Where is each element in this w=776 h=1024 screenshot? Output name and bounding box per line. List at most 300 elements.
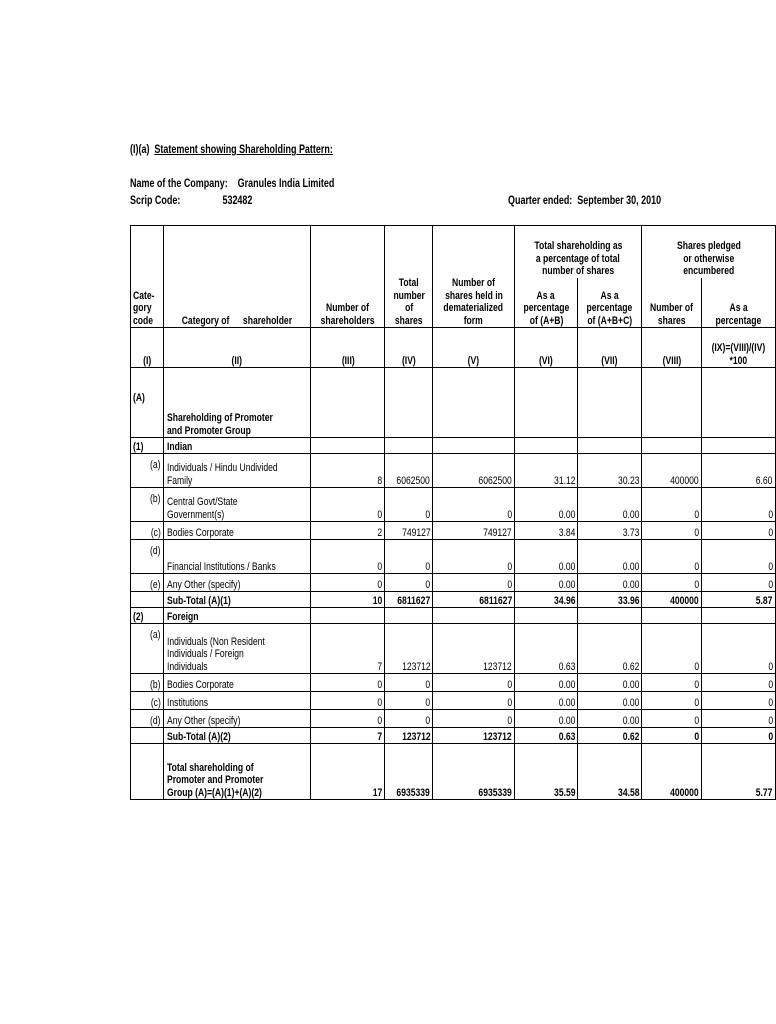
value-text: 6062500 [396,474,431,487]
value-cell [702,674,776,692]
value-text: 6935339 [478,786,512,799]
empty-cell [163,368,311,390]
value-cell [311,692,385,710]
category-cell [163,744,311,800]
header-line: Number of [650,302,694,314]
sub-title-cell [163,438,311,454]
value-cell [433,592,514,608]
row-code: (c) [150,526,161,539]
header-line: number of shares [541,265,614,277]
value-cell [433,674,514,692]
row-code: (c) [150,696,161,709]
value-text: 0.00 [558,714,576,727]
empty-cell [433,608,514,624]
row-code: (b) [150,492,161,505]
empty-cell [642,438,702,454]
value-cell [385,574,433,592]
header-line: Total shareholding as [533,240,622,252]
value-text: 6.60 [756,474,773,487]
code-cell [131,692,164,710]
header-line: shares held in [444,289,503,302]
value-cell [385,674,433,692]
quarter-line [508,195,704,207]
value-text: 0 [425,678,431,691]
value-cell [311,540,385,574]
empty-cell [131,592,164,608]
value-text: 6811627 [397,594,431,607]
value-cell [702,692,776,710]
value-text: 6062500 [478,474,512,487]
value-text: 0 [768,526,773,539]
category-line: Individuals [166,660,208,673]
empty-cell [514,438,578,454]
category-cell [163,574,311,592]
table-row [131,574,776,592]
value-text: 0 [425,696,431,709]
header-line: shares [395,314,423,327]
empty-cell [433,368,514,390]
value-text: 0.00 [558,508,576,521]
value-text: 0.62 [622,660,640,673]
value-text: 0 [377,578,383,591]
table-row [131,710,776,728]
code-cell [131,522,164,540]
value-cell [578,692,642,710]
header-line: percentage [586,302,633,314]
value-text: 0.00 [622,714,640,727]
header-line: percentage [523,302,569,314]
quarter-label: Quarter ended: [508,195,573,207]
quarter-value: September 30, 2010 [577,195,662,207]
value-cell [702,540,776,574]
code-cell [131,608,164,624]
value-text: 7 [377,660,383,673]
header-line: code [133,314,154,327]
company-label: Name of the Company: [130,178,228,190]
value-cell [385,522,433,540]
value-cell [642,728,702,744]
value-cell [514,624,578,674]
value-text: 5.77 [756,786,773,799]
category-line: Shareholding of Promoter [166,412,273,424]
empty-cell [578,438,642,454]
value-text: 3.84 [558,526,576,539]
empty-cell [131,744,164,800]
empty-cell [578,608,642,624]
section-code: (A) [133,391,145,404]
header-line: Number of [452,277,495,289]
value-text: 2 [377,526,383,539]
empty-cell [385,608,433,624]
value-cell [514,744,578,800]
roman-cell [642,328,702,368]
category-cell [163,522,311,540]
value-text: 7 [377,730,383,743]
value-text: 0 [506,696,512,709]
header-line: gory [133,302,152,314]
value-cell [514,710,578,728]
value-text: 3.73 [622,526,640,539]
roman-cell [311,328,385,368]
value-cell [311,674,385,692]
shareholding-table [130,225,776,800]
value-text: 6811627 [478,594,512,607]
scrip-label: Scrip Code: [130,195,181,207]
header-line: Category of [181,314,230,327]
roman-cell [702,328,776,368]
category-line: Total shareholding of [166,761,254,774]
col-pct-ab [514,278,578,328]
code-cell [131,540,164,574]
value-text: 0.00 [558,696,576,709]
category-cell [163,540,311,574]
value-text: 0.63 [558,660,576,673]
value-text: 0 [768,714,773,727]
roman-line: (VIII) [662,354,681,367]
scrip-line [130,195,287,207]
value-text: 0 [768,678,773,691]
empty-cell [433,390,514,438]
empty-cell [642,608,702,624]
value-cell [514,574,578,592]
roman-cell [385,328,433,368]
value-cell [311,592,385,608]
roman-cell [514,328,578,368]
roman-line: (VII) [601,354,618,367]
value-text: 0 [694,508,700,521]
value-text: 123712 [401,660,431,673]
roman-line: *100 [729,354,748,367]
empty-cell [385,368,433,390]
value-cell [433,728,514,744]
value-cell [311,728,385,744]
empty-cell [642,390,702,438]
value-text: 31.12 [553,474,576,487]
table-row [131,674,776,692]
col-total-pct-group [514,226,641,278]
header-line: of [404,302,413,314]
sub-code: (1) [133,440,144,453]
category-line: Central Govt/State [166,496,238,508]
value-text: 6935339 [396,786,431,799]
value-cell [311,488,385,522]
value-text: 0 [377,714,383,727]
value-text: 0 [506,578,512,591]
value-cell [385,540,433,574]
value-text: 0 [425,578,431,591]
empty-cell [385,438,433,454]
empty-cell [514,608,578,624]
value-text: 0 [377,508,383,521]
value-cell [385,728,433,744]
roman-line: (V) [467,354,480,367]
value-text: 8 [377,474,383,487]
value-cell [578,624,642,674]
header-line: or otherwise [683,252,735,265]
value-text: 0 [694,560,700,573]
value-cell [578,728,642,744]
roman-cell [433,328,514,368]
value-text: 123712 [483,660,512,673]
subtotal-label: Sub-Total (A)(2) [166,730,231,743]
value-text: 0 [694,526,700,539]
row-code: (b) [150,678,161,691]
table-row [131,540,776,574]
value-text: 0 [694,730,700,743]
value-text: 33.96 [617,594,640,607]
value-text: 0 [768,560,773,573]
category-cell [163,674,311,692]
category-line: Financial Institutions / Banks [166,560,276,573]
value-cell [642,710,702,728]
roman-line: (VI) [539,354,554,367]
empty-cell [514,390,578,438]
roman-cell [578,328,642,368]
header-line: As a [600,289,619,302]
header-line: percentage [715,314,762,327]
header-line: encumbered [682,265,735,277]
value-cell [578,454,642,488]
subtotal-label-cell [163,592,311,608]
category-cell [163,390,311,438]
row-code: (a) [150,628,161,641]
value-cell [433,522,514,540]
value-cell [433,540,514,574]
value-cell [311,574,385,592]
value-cell [702,454,776,488]
value-cell [433,744,514,800]
value-cell [311,744,385,800]
company-name: Granules India Limited [237,178,335,190]
category-cell [163,710,311,728]
value-text: 0.63 [558,730,576,743]
header-line: number [393,289,425,302]
header-line: dematerialized [443,302,504,314]
category-line: Individuals (Non Resident [166,635,265,648]
roman-cell [131,328,164,368]
code-cell [131,488,164,522]
col-total-shares [385,226,433,328]
value-text: 0.00 [622,508,640,521]
value-cell [642,624,702,674]
sub-code: (2) [133,610,144,623]
row-code: (d) [150,544,161,557]
value-cell [385,624,433,674]
value-cell [702,710,776,728]
header-line: shareholder [242,314,293,327]
value-cell [311,454,385,488]
value-cell [578,540,642,574]
value-cell [433,574,514,592]
empty-cell [311,390,385,438]
value-text: 0 [768,696,773,709]
category-line: Group (A)=(A)(1)+(A)(2) [166,786,262,799]
value-cell [385,454,433,488]
code-cell [131,574,164,592]
value-text: 5.87 [756,594,773,607]
category-line: Bodies Corporate [166,678,234,691]
value-text: 0 [694,660,700,673]
value-cell [514,522,578,540]
header-line: Total [398,277,419,289]
value-text: 0 [694,678,700,691]
value-cell [702,488,776,522]
category-cell [163,454,311,488]
roman-line: (IV) [401,354,416,367]
table-row [131,488,776,522]
empty-cell [702,608,776,624]
category-cell [163,488,311,522]
value-cell [385,744,433,800]
sub-title: Indian [166,440,192,453]
statement-heading [130,144,390,156]
value-cell [311,522,385,540]
empty-cell [514,368,578,390]
empty-cell [702,438,776,454]
header-line: Number of [326,302,370,314]
header-line: Shares pledged [676,240,741,252]
value-text: 0.62 [622,730,640,743]
header-line: shares [657,314,686,327]
value-text: 0.00 [558,578,576,591]
roman-line: (IX)=(VIII)/(IV) [711,342,766,354]
category-line: Individuals / Foreign [166,648,244,660]
value-cell [702,592,776,608]
col-pct-abc [578,278,642,328]
value-cell [311,710,385,728]
value-text: 10 [372,594,383,607]
category-cell [163,624,311,674]
value-cell [642,692,702,710]
value-text: 30.23 [617,474,640,487]
value-cell [385,710,433,728]
value-cell [433,710,514,728]
header-line: As a [537,289,556,302]
value-cell [578,744,642,800]
company-line [130,178,392,190]
value-text: 0 [768,730,773,743]
category-line: Individuals / Hindu Undivided [166,462,278,474]
value-text: 0 [506,714,512,727]
value-text: 123712 [401,730,431,743]
scrip-code: 532482 [222,195,253,207]
value-text: 0 [506,560,512,573]
col-pledged-num [642,278,702,328]
value-cell [642,744,702,800]
header-line: form [463,314,484,327]
value-cell [385,692,433,710]
empty-cell [578,368,642,390]
value-text: 123712 [483,730,512,743]
code-cell [131,438,164,454]
roman-line: (III) [341,354,355,367]
value-cell [702,624,776,674]
empty-cell [385,390,433,438]
value-text: 0.00 [558,560,576,573]
value-text: 0 [506,508,512,521]
sub-title: Foreign [166,610,198,623]
roman-line: (I) [142,354,151,367]
value-cell [578,674,642,692]
empty-cell [131,728,164,744]
col-cat-code [131,226,164,328]
value-cell [514,454,578,488]
empty-cell [702,390,776,438]
code-cell [131,454,164,488]
value-cell [578,522,642,540]
value-text: 0 [768,508,773,521]
table-row [131,522,776,540]
value-cell [702,522,776,540]
value-text: 400000 [670,474,700,487]
value-cell [514,674,578,692]
value-cell [642,540,702,574]
row-code: (d) [150,714,161,727]
value-cell [385,488,433,522]
value-text: 35.59 [553,786,576,799]
value-cell [642,574,702,592]
subtotal-label-cell [163,728,311,744]
subtotal-row [131,592,776,608]
header-line: a percentage of total [535,252,620,265]
sub-title-cell [163,608,311,624]
value-text: 0 [377,560,383,573]
empty-cell [311,368,385,390]
value-text: 0 [506,678,512,691]
code-cell [131,710,164,728]
value-text: 749127 [483,526,512,539]
value-cell [514,728,578,744]
code-cell [131,624,164,674]
category-line: Institutions [166,696,208,709]
col-pledged-group [642,226,776,278]
category-line: and Promoter Group [166,424,251,437]
empty-cell [433,438,514,454]
table-row [131,624,776,674]
value-cell [433,692,514,710]
value-cell [385,592,433,608]
col-category [163,226,311,328]
value-cell [514,488,578,522]
roman-line: (II) [231,354,243,367]
value-text: 0.00 [622,696,640,709]
value-text: 0 [768,578,773,591]
value-cell [433,624,514,674]
value-text: 0 [425,560,431,573]
value-text: 34.96 [553,594,576,607]
category-cell [163,692,311,710]
value-cell [514,592,578,608]
empty-cell [578,390,642,438]
value-text: 0 [377,678,383,691]
category-line: Promoter and Promoter [166,774,263,786]
col-demat [433,226,514,328]
value-cell [514,692,578,710]
value-cell [702,728,776,744]
value-text: 0 [694,578,700,591]
row-code: (e) [150,578,161,591]
value-text: 749127 [401,526,431,539]
row-code: (a) [150,458,161,471]
category-line: Family [166,474,192,487]
value-cell [642,522,702,540]
value-text: 0 [377,696,383,709]
value-text: 17 [372,786,383,799]
statement-title: Statement showing Shareholding Pattern: [154,144,333,156]
empty-cell [131,368,164,390]
col-pledged-pct [702,278,776,328]
category-line: Government(s) [166,508,224,521]
